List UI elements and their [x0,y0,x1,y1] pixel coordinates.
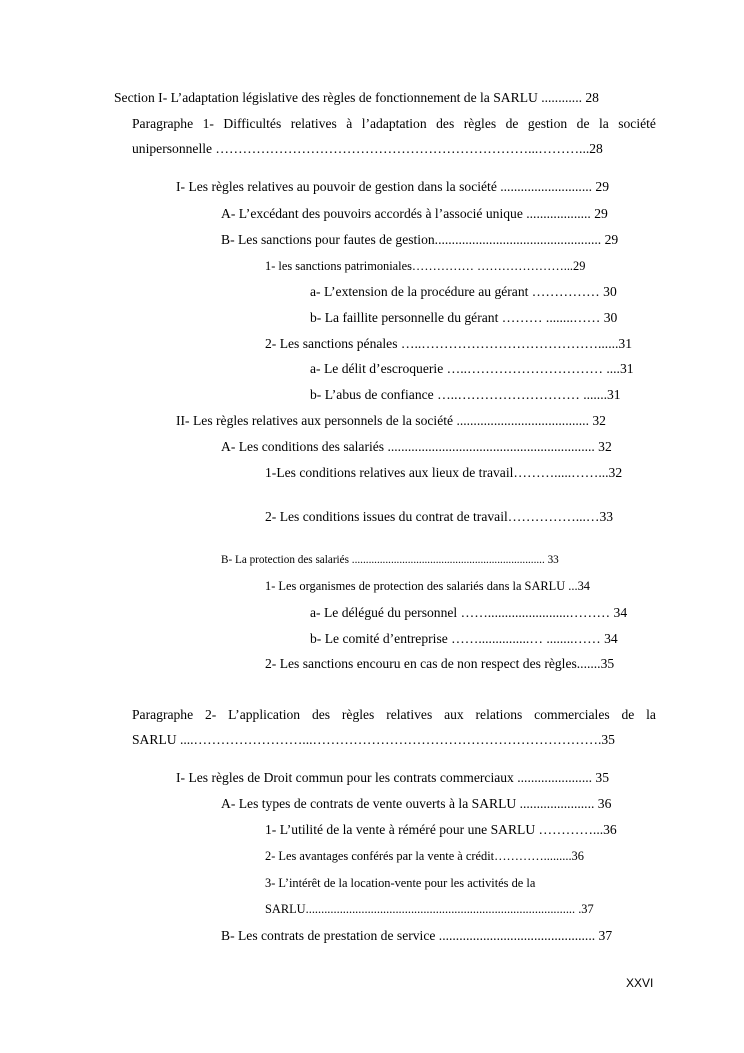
toc-p1-II-A: A- Les conditions des salariés ............................................................. 32 [221,439,612,454]
page-number: XXVI [626,976,654,990]
toc-p2-I: I- Les règles de Droit commun pour les contrats commerciaux ...................... 35 [176,770,610,785]
toc-word: Paragraphe [132,116,194,131]
toc-p2-I-A: A- Les types de contrats de vente ouverts à la SARLU ...................... 36 [221,796,612,811]
toc-p1-I-B-2-a: a- Le délit d’escroquerie …..………………………… ....31 [310,361,634,376]
toc-p1-I-B-1-a: a- L’extension de la procédure au gérant …………… 30 [310,284,617,299]
toc-p1-II-A-2: 2- Les conditions issues du contrat de travail……………...…33 [265,509,614,524]
toc-paragraph-1-line-2: unipersonnelle ……………………………………………………………...………...28 [132,141,603,156]
toc-word: règles [341,707,375,722]
toc-p1-I-B: B- Les sanctions pour fautes de gestion................................................. 29 [221,232,619,247]
toc-word: 2- [204,707,217,722]
toc-word: de [621,707,635,722]
toc-word: la [646,707,656,722]
toc-p1-II-A-1: 1-Les conditions relatives aux lieux de travail……….....……...32 [265,465,623,480]
toc-word: l’adaptation [361,116,427,131]
toc-word: société [618,116,656,131]
toc-word: relations [475,707,523,722]
toc-paragraph-2-line-2: SARLU ....……………………...……………………………………………………….35 [132,732,615,747]
toc-word: relatives [386,707,433,722]
toc-p2-I-B: B- Les contrats de prestation de service .............................................. 37 [221,928,613,943]
toc-p1-II-B: B- La protection des salariés ..................................................................... 33 [221,554,559,566]
toc-section-1: Section I- L’adaptation législative des règles de fonctionnement de la SARLU ............ 28 [114,90,599,105]
toc-word: gestion [527,116,568,131]
toc-paragraph-1-line-1 [132,115,656,133]
toc-word: de [576,116,590,131]
toc-p1-I-B-1: 1- les sanctions patrimoniales…………… …………………...29 [265,259,586,273]
toc-word: Paragraphe [132,707,194,722]
toc-paragraph-2-line-1 [132,706,656,724]
toc-word: relatives [290,116,337,131]
toc-p1-I-B-2-b: b- L’abus de confiance …..……………………… .......31 [310,387,621,402]
toc-p2-I-A-3-line-1: 3- L’intérêt de la location-vente pour les activités de la [265,876,536,890]
toc-p2-I-A-2: 2- Les avantages conférés par la vente à crédit………….........36 [265,849,584,863]
toc-word: L’application [228,707,301,722]
toc-word: des [311,707,331,722]
toc-p1-II-B-2: 2- Les sanctions encouru en cas de non respect des règles.......35 [265,656,615,671]
toc-word: à [346,116,353,131]
toc-p2-I-A-3-line-2: SARLU....................................................................................... .37 [265,902,594,916]
toc-word: de [505,116,519,131]
toc-word: règles [463,116,497,131]
toc-p1-II: II- Les règles relatives aux personnels de la société ....................................... 32 [176,413,606,428]
toc-p1-I-B-2: 2- Les sanctions pénales …..…………………………………......31 [265,336,632,351]
toc-word: des [436,116,455,131]
toc-word: commerciales [534,707,610,722]
toc-word: 1- [202,116,214,131]
toc-p1-II-B-1-a: a- Le délégué du personnel ……........................……… 34 [310,605,628,620]
toc-word: aux [444,707,464,722]
toc-word: Difficultés [223,116,282,131]
toc-p1-I-A: A- L’excédant des pouvoirs accordés à l’associé unique ................... 29 [221,206,608,221]
toc-p1-II-B-1: 1- Les organismes de protection des salariés dans la SARLU ...34 [265,579,590,593]
toc-p2-I-A-1: 1- L’utilité de la vente à réméré pour une SARLU …………...36 [265,822,617,837]
toc-p1-I: I- Les règles relatives au pouvoir de gestion dans la société ........................... 29 [176,179,610,194]
toc-p1-I-B-1-b: b- La faillite personnelle du gérant ……… ........…… 30 [310,310,618,325]
toc-word: la [598,116,609,131]
toc-p1-II-B-1-b: b- Le comité d’entreprise ……...............… ........…… 34 [310,631,618,646]
